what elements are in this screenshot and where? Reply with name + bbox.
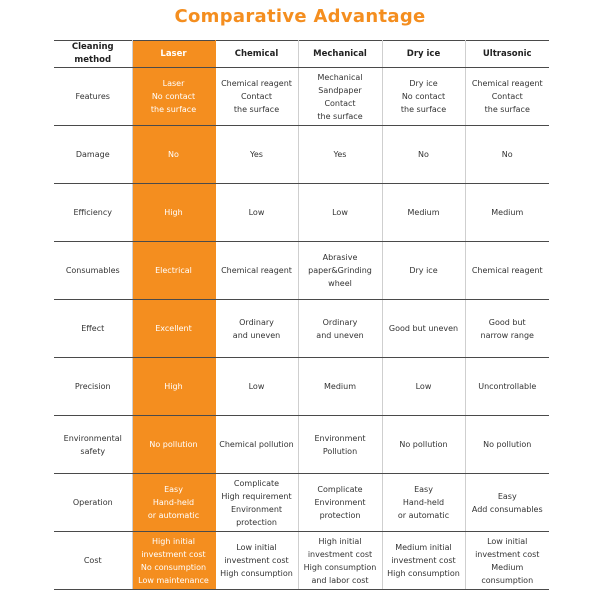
table-cell: Yes: [298, 126, 382, 184]
table-cell: No pollution: [465, 416, 549, 474]
table-cell-laser: High: [132, 358, 215, 416]
table-cell: Chemical reagent: [465, 242, 549, 300]
row-label: Consumables: [54, 242, 132, 300]
table-cell-laser: Laser No contact the surface: [132, 68, 215, 126]
table-header-row: [54, 41, 549, 68]
row-label: Effect: [54, 300, 132, 358]
table-cell: Complicate Environment protection: [298, 474, 382, 532]
table-cell: Dry ice No contact the surface: [382, 68, 465, 126]
row-label: Cost: [54, 532, 132, 590]
row-label: Efficiency: [54, 184, 132, 242]
table-cell: Dry ice: [382, 242, 465, 300]
table-cell-laser: Electrical: [132, 242, 215, 300]
table-cell: Low: [382, 358, 465, 416]
table-cell: Yes: [215, 126, 298, 184]
table-cell: Environment Pollution: [298, 416, 382, 474]
row-label: Precision: [54, 358, 132, 416]
column-header-dry-ice: Dry ice: [382, 41, 465, 68]
table-row: [54, 68, 549, 126]
table-cell: Medium: [382, 184, 465, 242]
table-cell: Low: [215, 358, 298, 416]
table-row: [54, 358, 549, 416]
column-header-method: Cleaning method: [54, 41, 132, 68]
table-cell: Low initial investment cost High consumption: [215, 532, 298, 590]
table-cell: Low: [215, 184, 298, 242]
table-cell: No: [465, 126, 549, 184]
table-cell: Chemical pollution: [215, 416, 298, 474]
table-cell-laser: No: [132, 126, 215, 184]
row-label: Operation: [54, 474, 132, 532]
table-cell: Chemical reagent: [215, 242, 298, 300]
table-cell: Medium: [298, 358, 382, 416]
table-cell-laser: High initial investment cost No consumption Low maintenance: [132, 532, 215, 590]
table-row: [54, 126, 549, 184]
table-row: [54, 532, 549, 590]
table-cell-laser: No pollution: [132, 416, 215, 474]
table-cell-laser: Excellent: [132, 300, 215, 358]
table-cell: Abrasive paper&Grinding wheel: [298, 242, 382, 300]
page-title: Comparative Advantage: [174, 6, 426, 27]
table-cell: Medium initial investment cost High consumption: [382, 532, 465, 590]
table-row: [54, 242, 549, 300]
table-row: [54, 474, 549, 532]
row-label: Damage: [54, 126, 132, 184]
table-cell: No pollution: [382, 416, 465, 474]
row-label: Environmental safety: [54, 416, 132, 474]
row-label: Features: [54, 68, 132, 126]
table-cell-laser: High: [132, 184, 215, 242]
table-cell: Low: [298, 184, 382, 242]
comparison-table: [54, 40, 549, 590]
table-cell: Medium: [465, 184, 549, 242]
table-row: [54, 416, 549, 474]
table-cell: Mechanical Sandpaper Contact the surface: [298, 68, 382, 126]
column-header-chemical: Chemical: [215, 41, 298, 68]
table-cell: Good but uneven: [382, 300, 465, 358]
table-cell: High initial investment cost High consumption and labor cost: [298, 532, 382, 590]
table-cell: Easy Add consumables: [465, 474, 549, 532]
table-cell: Chemical reagent Contact the surface: [215, 68, 298, 126]
table-cell: Easy Hand-held or automatic: [382, 474, 465, 532]
table-cell: No: [382, 126, 465, 184]
table-row: [54, 300, 549, 358]
column-header-mechanical: Mechanical: [298, 41, 382, 68]
table-cell: Uncontrollable: [465, 358, 549, 416]
table-row: [54, 184, 549, 242]
column-header-laser: Laser: [132, 41, 215, 68]
table-cell: Chemical reagent Contact the surface: [465, 68, 549, 126]
table-cell-laser: Easy Hand-held or automatic: [132, 474, 215, 532]
column-header-ultrasonic: Ultrasonic: [465, 41, 549, 68]
table-cell: Good but narrow range: [465, 300, 549, 358]
table-cell: Ordinary and uneven: [298, 300, 382, 358]
table-cell: Low initial investment cost Medium consumption: [465, 532, 549, 590]
table-cell: Ordinary and uneven: [215, 300, 298, 358]
table-cell: Complicate High requirement Environment protection: [215, 474, 298, 532]
